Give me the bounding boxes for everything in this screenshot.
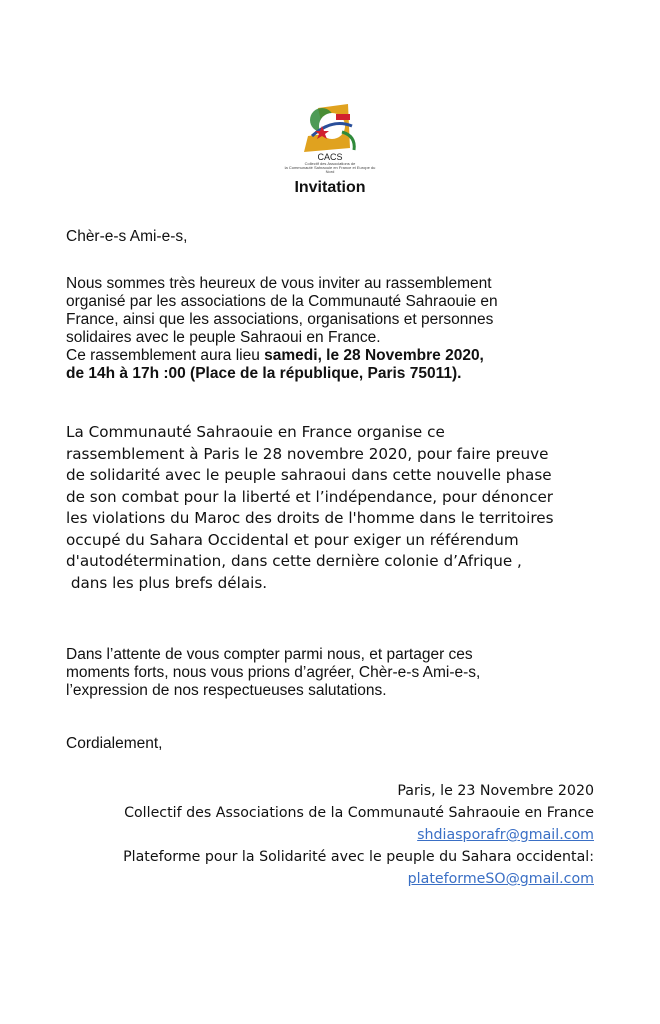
paragraph2-line: dans les plus brefs délais. [66,573,268,592]
paragraph3-text [66,646,480,700]
email-link-plateformeso[interactable]: plateformeSO@gmail.com [407,871,594,887]
email-link-shdiaspora[interactable]: shdiasporafr@gmail.com [417,827,594,843]
logo-acronym: CACS [317,152,343,162]
paragraph1-line [66,347,498,365]
logo-subtitle-2: la Communauté Sahraouie en France et Europe du Nord [284,165,376,174]
event-time-place: de 14h à 17h :00 (Place de la république, Paris 75011). [66,365,462,382]
signature-block [123,780,594,890]
paragraph2-line: occupé du Sahara Occidental et pour exiger un référendum [66,530,519,549]
paragraph2-text [66,422,554,594]
paragraph2-line: La Communauté Sahraouie en France organise ce [66,423,445,441]
closing: Cordialement, [66,735,163,752]
platform-name: Plateforme pour la Solidarité avec le peuple du Sahara occidental: [123,849,594,865]
paragraph1-line: solidaires avec le peuple Sahraoui en France. [66,329,381,346]
paragraph2-line: de solidarité avec le peuple sahraoui dans cette nouvelle phase [66,466,552,484]
paragraph2-line: les violations du Maroc des droits de l'homme dans le territoires [66,509,554,527]
place-date: Paris, le 23 Novembre 2020 [397,783,594,799]
paragraph3-line: moments forts, nous vous prions d’agréer, Chèr-e-s Ami-e-s, [66,664,481,681]
greeting: Chèr-e-s Ami-e-s, [66,228,188,245]
paragraph3-line: l’expression de nos respectueuses salutations. [66,682,387,699]
collective-name: Collectif des Associations de la Communauté Sahraouie en France [124,805,594,821]
event-date: samedi, le 28 Novembre 2020, [264,347,484,364]
paragraph1-line: Nous sommes très heureux de vous inviter au rassemblement [66,275,492,292]
paragraph1-line: organisé par les associations de la Communauté Sahraouie en [66,293,498,310]
document-title: Invitation [294,179,366,196]
paragraph2-line: d'autodétermination, dans cette dernière colonie d’Afrique , [66,552,522,570]
event-intro: Ce rassemblement aura lieu [66,347,265,364]
paragraph3-line: Dans l’attente de vous compter parmi nous, et partager ces [66,646,473,663]
paragraph2-line: rassemblement à Paris le 28 novembre 2020, pour faire preuve [66,444,549,463]
paragraph1-text [66,275,498,383]
paragraph2-line: de son combat pour la liberté et l’indépendance, pour dénoncer [66,487,554,506]
logo-subtitle-1: Collectif des Associations de [304,161,356,166]
paragraph1-line: France, ainsi que les associations, organisations et personnes [66,311,494,328]
logo-caption [280,152,380,174]
